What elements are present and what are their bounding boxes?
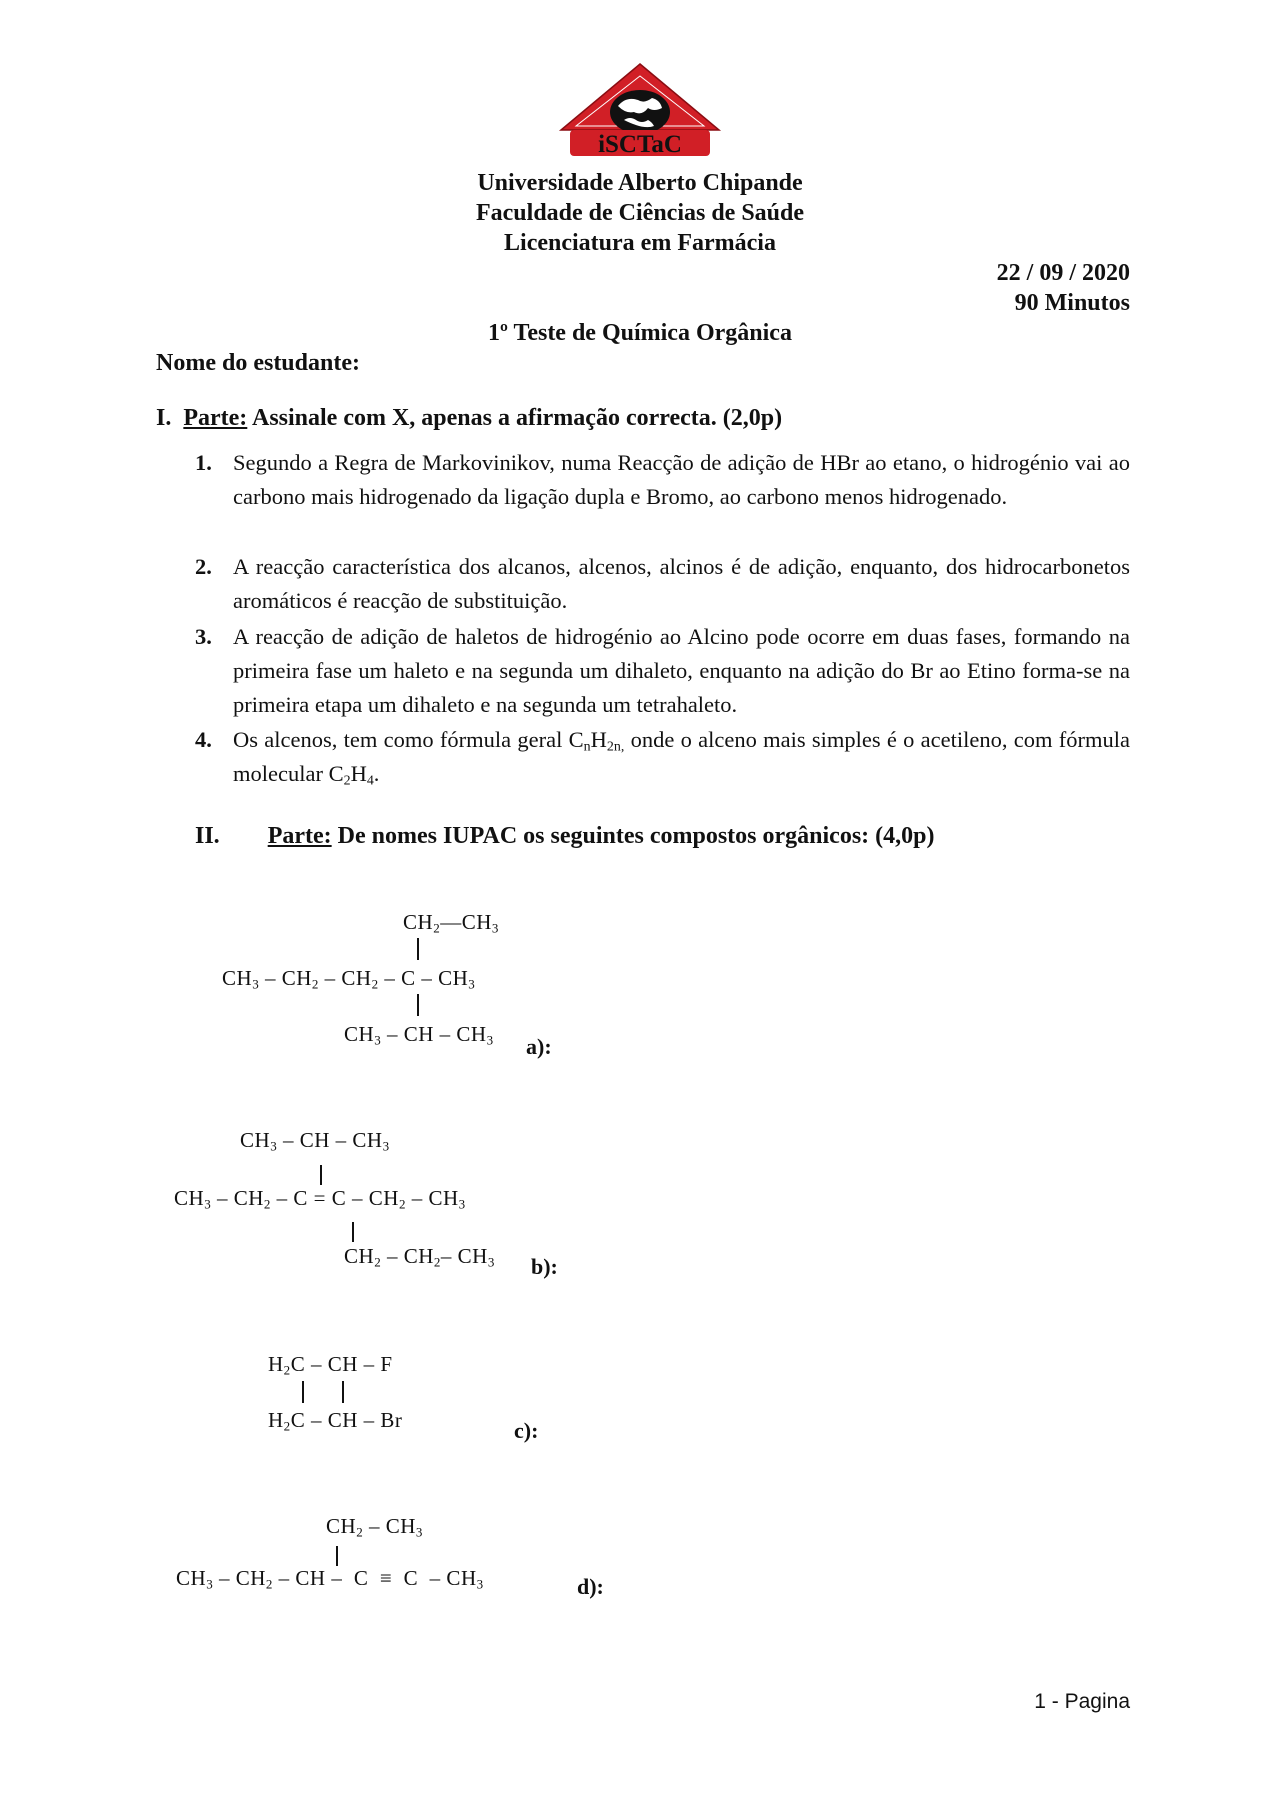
part2-roman: II. <box>195 823 220 849</box>
university-name: Universidade Alberto Chipande <box>477 170 803 196</box>
student-name-label: Nome do estudante: <box>156 350 360 376</box>
part2-instruction: De nomes IUPAC os seguintes compostos orgânicos: (4,0p) <box>337 823 935 849</box>
institution-logo <box>556 62 724 160</box>
part1-label: Parte: <box>183 405 248 431</box>
part1-item-2[interactable] <box>195 550 1130 618</box>
item-number: 3. <box>195 624 212 649</box>
test-title: 1º Teste de Química Orgânica <box>488 320 792 346</box>
part2-heading <box>195 823 935 850</box>
item-number: 4. <box>195 727 212 752</box>
part1-item-4[interactable] <box>195 723 1130 791</box>
page-number: 1 - Pagina <box>1034 1690 1130 1713</box>
item-number: 1. <box>195 450 212 475</box>
faculty-name: Faculdade de Ciências de Saúde <box>475 200 805 226</box>
part1-item-1[interactable] <box>195 446 1130 514</box>
part2-label: Parte: <box>267 823 332 849</box>
answer-b-label[interactable]: b): <box>531 1254 558 1279</box>
answer-a-label[interactable]: a): <box>526 1034 552 1059</box>
item-text: Os alcenos, tem como fórmula geral $C_nH_{2n,}$ onde o alceno mais simples é o acetileno, com fórmula molecular $C_2H_4$. <box>233 727 1131 789</box>
answer-d-label[interactable]: d): <box>577 1574 604 1599</box>
item-text: A reacção característica dos alcanos, alcenos, alcinos é de adição, enquanto, dos hidrocarbonetos aromáticos é reacção de substituição. <box>233 554 1130 613</box>
part1-heading <box>156 405 782 432</box>
item-number: 2. <box>195 554 212 579</box>
test-date: 22 / 09 / 2020 <box>996 260 1130 286</box>
answer-c-label[interactable]: c): <box>514 1418 539 1443</box>
course-name: Licenciatura em Farmácia <box>504 230 776 256</box>
logo-text: iSCTaC <box>598 131 682 158</box>
part1-roman: I. <box>156 405 172 431</box>
part1-item-3[interactable] <box>195 620 1130 722</box>
item-text: A reacção de adição de haletos de hidrogénio ao Alcino pode ocorre em duas fases, formando na primeira fase um haleto e na segunda um dihaleto, enquanto na adição do Br ao Etino forma-se na primeira etapa um dihaleto e na segunda um tetrahaleto. <box>233 624 1130 717</box>
test-duration: 90 Minutos <box>1014 290 1130 316</box>
part1-instruction: Assinale com X, apenas a afirmação correcta. (2,0p) <box>251 405 783 431</box>
item-text: Segundo a Regra de Markovinikov, numa Reacção de adição de HBr ao etano, o hidrogénio vai ao carbono mais hidrogenado da ligação dupla e Bromo, ao carbono menos hidrogenado. <box>233 450 1130 509</box>
